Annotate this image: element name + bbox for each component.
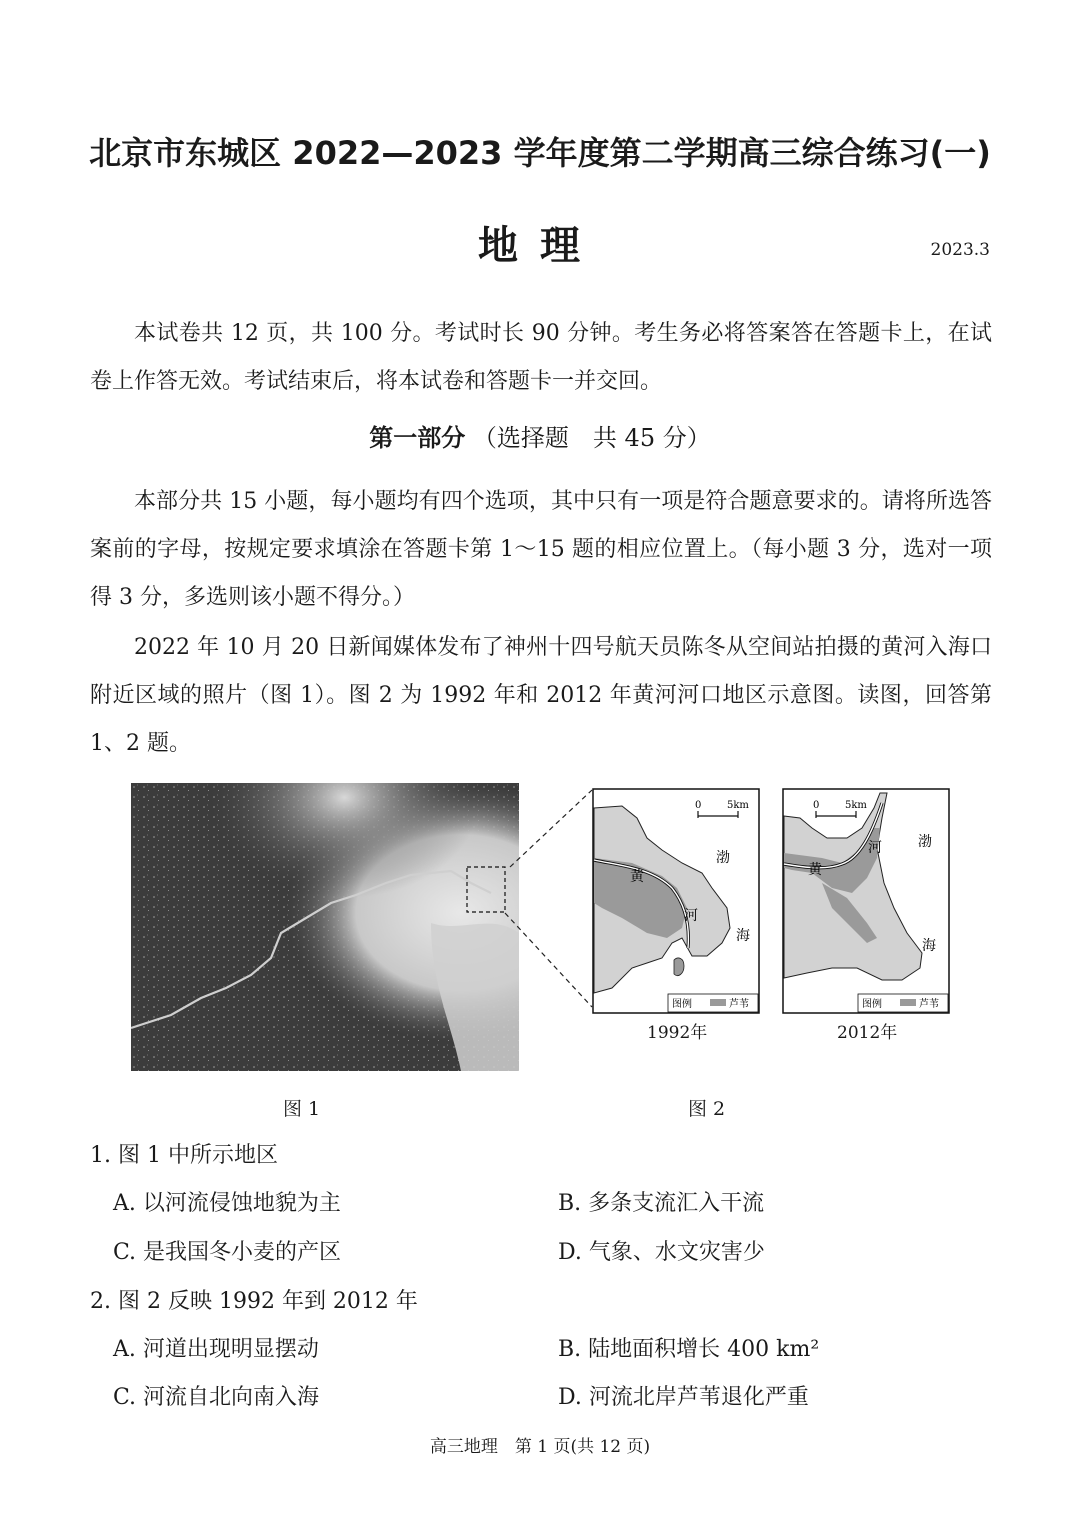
section-heading — [0, 418, 1080, 453]
map-1992-year-label: 1992年 — [647, 1023, 708, 1043]
map-1992-label-he: 河 — [684, 908, 698, 924]
map-2012 — [782, 788, 950, 1014]
figure-1-satellite-photo — [131, 783, 519, 1071]
map-2012-label-he: 河 — [868, 840, 882, 856]
section-name: 第一部分 — [369, 424, 466, 452]
figure-1-caption: 图 1 — [283, 1098, 321, 1120]
question-2-option-b[interactable]: B. 陆地面积增长 400 km² — [558, 1337, 820, 1362]
question-stem-1-2: 2022 年 10 月 20 日新闻媒体发布了神州十四号航天员陈冬从空间站拍摄的黄河入海口附近区域的照片（图 1）。图 2 为 1992 年和 2012 年黄河河口地区示意图。读图，回答第 1、2 题。 — [90, 635, 992, 756]
map-1992-graphic — [592, 788, 760, 1014]
map-2012-year-label: 2012年 — [837, 1023, 898, 1043]
satellite-photo-graphic — [131, 783, 519, 1071]
map-2012-label-bo: 渤 — [918, 834, 932, 850]
map-1992-legend-item: 芦苇 — [729, 999, 749, 1010]
question-2-option-c[interactable]: C. 河流自北向南入海 — [113, 1385, 320, 1410]
map-2012-label-huang: 黄 — [808, 862, 822, 878]
map-1992-scale-zero: 0 — [695, 800, 702, 811]
exam-intro: 本试卷共 12 页，共 100 分。考试时长 90 分钟。考生务必将答案答在答题卡上，在试卷上作答无效。考试结束后，将本试卷和答题卡一并交回。 — [90, 321, 992, 394]
question-1-option-d[interactable]: D. 气象、水文灾害少 — [558, 1240, 765, 1265]
map-1992-label-huang: 黄 — [630, 869, 644, 885]
section-instructions: 本部分共 15 小题，每小题均有四个选项，其中只有一项是符合题意要求的。请将所选答案前的字母，按规定要求填涂在答题卡第 1～15 题的相应位置上。（每小题 3 分，选对一项得 3 分，多选则该小题不得分。） — [90, 489, 992, 610]
question-1-option-c[interactable]: C. 是我国冬小麦的产区 — [113, 1240, 342, 1265]
map-1992-legend-title: 图例 — [672, 999, 692, 1010]
subject-title: 地理 — [478, 223, 602, 269]
page-footer: 高三地理 第 1 页(共 12 页) — [429, 1437, 651, 1457]
question-1-stem: 1. 图 1 中所示地区 — [90, 1143, 278, 1168]
map-2012-legend-item: 芦苇 — [919, 999, 939, 1010]
question-2-stem: 2. 图 2 反映 1992 年到 2012 年 — [90, 1289, 418, 1314]
question-2-option-d[interactable]: D. 河流北岸芦苇退化严重 — [558, 1385, 809, 1410]
figure-2-caption: 图 2 — [688, 1098, 726, 1120]
map-2012-label-hai: 海 — [922, 938, 936, 954]
exam-title: 北京市东城区 2022—2023 学年度第二学期高三综合练习(一) — [89, 134, 991, 172]
map-1992-scale-km: 5km — [727, 800, 749, 811]
map-2012-scale-km: 5km — [845, 800, 867, 811]
map-2012-scale-zero: 0 — [813, 800, 820, 811]
question-1-option-a[interactable]: A. 以河流侵蚀地貌为主 — [113, 1191, 341, 1216]
map-2012-graphic — [782, 788, 950, 1014]
zoom-connector-lines — [500, 785, 600, 1015]
question-2-option-a[interactable]: A. 河道出现明显摆动 — [113, 1337, 319, 1362]
map-2012-legend-title: 图例 — [862, 999, 882, 1010]
map-1992 — [592, 788, 760, 1014]
exam-date: 2023.3 — [930, 240, 990, 260]
map-1992-label-hai: 海 — [736, 928, 750, 944]
question-1-option-b[interactable]: B. 多条支流汇入干流 — [558, 1191, 765, 1216]
map-1992-label-bo: 渤 — [716, 850, 730, 866]
section-detail: （选择题 共 45 分） — [472, 424, 711, 452]
